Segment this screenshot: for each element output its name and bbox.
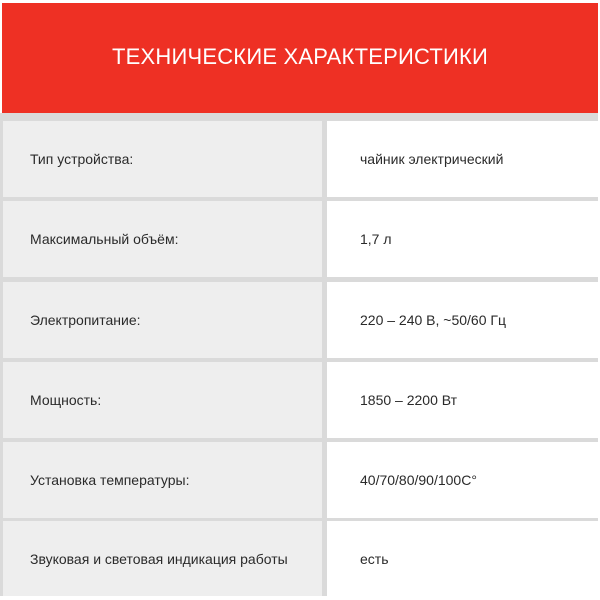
spec-label-cell: [3, 521, 322, 596]
spec-label: Мощность:: [30, 392, 102, 408]
spec-label-cell: [3, 362, 322, 438]
spec-value: чайник электрический: [360, 151, 504, 167]
spec-label-cell: [3, 121, 322, 197]
spec-header: [2, 3, 598, 113]
spec-value-cell: [327, 521, 598, 596]
spec-row-max-volume: [3, 201, 598, 277]
spec-value: 40/70/80/90/100С°: [360, 472, 477, 488]
spec-label: Электропитание:: [30, 312, 141, 328]
spec-value-cell: [327, 282, 598, 358]
spec-value: 1850 – 2200 Вт: [360, 392, 458, 408]
spec-label-cell: [3, 442, 322, 518]
spec-value: 1,7 л: [360, 231, 392, 247]
spec-label-cell: [3, 201, 322, 277]
spec-row-temperature: [3, 442, 598, 518]
spec-table: [0, 113, 598, 596]
spec-value-cell: [327, 362, 598, 438]
spec-row-power: [3, 362, 598, 438]
spec-value: есть: [360, 550, 389, 567]
spec-label: Звуковая и световая индикация работы: [30, 550, 288, 567]
spec-value: 220 – 240 В, ~50/60 Гц: [360, 312, 506, 328]
spec-label-cell: [3, 282, 322, 358]
spec-value-cell: [327, 442, 598, 518]
spec-row-indication: [3, 521, 598, 596]
spec-label: Установка температуры:: [30, 472, 190, 488]
spec-label: Тип устройства:: [30, 151, 134, 167]
spec-row-device-type: [3, 121, 598, 197]
spec-row-power-supply: [3, 282, 598, 358]
spec-label: Максимальный объём:: [30, 231, 179, 247]
spec-value-cell: [327, 121, 598, 197]
spec-title: ТЕХНИЧЕСКИЕ ХАРАКТЕРИСТИКИ: [112, 44, 488, 69]
spec-value-cell: [327, 201, 598, 277]
